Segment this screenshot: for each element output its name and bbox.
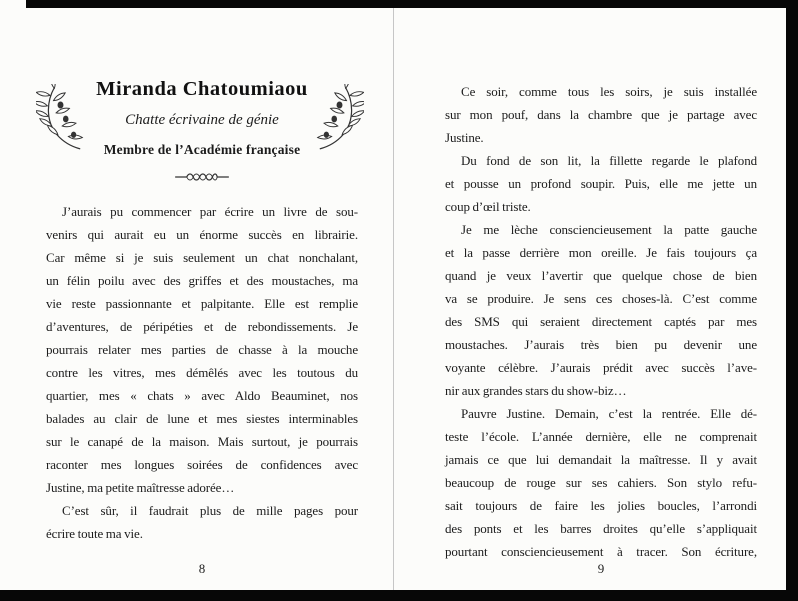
text-line: sur le canapé de la maison. Mais surtout, je pourrais xyxy=(46,434,358,449)
text-line: Justine, ma petite maîtresse adorée… xyxy=(46,480,235,495)
paragraph xyxy=(445,218,757,402)
text-line: jamais ce que lui demandait la maîtresse. Il y avait xyxy=(445,452,757,467)
chapter-affiliation: Membre de l’Académie française xyxy=(103,142,301,157)
page-number-left: 8 xyxy=(198,561,206,576)
text-line: teste l’école. L’année dernière, elle ne comprenait xyxy=(445,429,757,444)
text-line: voyante célèbre. J’aurais prédit avec succès l’ave- xyxy=(445,360,757,375)
text-line: quartier, mes « chats » avec Aldo Beauminet, nos xyxy=(46,388,358,403)
text-line: Pauvre Justine. Demain, c’est la rentrée. Elle dé- xyxy=(461,406,757,421)
text-line: contre les vitres, mes démêlés avec les toutous du xyxy=(46,365,358,380)
page-number-right: 9 xyxy=(597,561,605,576)
right-page-body-text xyxy=(445,80,757,563)
text-line: raconter mes longues soirées de confidences avec xyxy=(46,457,358,472)
text-line: J’aurais pu commencer par écrire un livre de sou- xyxy=(62,204,358,219)
text-line: quand je veux l’avertir que quelque chose de bien xyxy=(445,268,757,283)
text-line: d’aventures, de péripéties et de rebondissements. Je xyxy=(46,319,358,334)
text-line: pourtant consciencieusement à tracer. Son écriture, xyxy=(445,544,757,559)
paragraph xyxy=(445,402,757,563)
text-line: Car même si je suis seulement un chat nonchalant, xyxy=(46,250,358,265)
book-spread xyxy=(0,8,786,590)
text-line: Justine. xyxy=(445,130,484,145)
text-line: Ce soir, comme tous les soirs, je suis installée xyxy=(461,84,757,99)
page-edge-notch xyxy=(0,0,26,8)
text-line: venirs qui aurait eu un énorme succès en librairie. xyxy=(46,227,358,242)
text-line: et la passe derrière mon oreille. Je fais toujours ça xyxy=(445,245,757,260)
right-page xyxy=(393,8,786,590)
text-line: écrire toute ma vie. xyxy=(46,526,143,541)
text-line: sur mon pouf, dans la chambre que je partage avec xyxy=(445,107,757,122)
text-line: Du fond de son lit, la fillette regarde le plafond xyxy=(461,153,757,168)
text-line: C’est sûr, il faudrait plus de mille pages pour xyxy=(62,503,358,518)
text-line: nir aux grandes stars du show-biz… xyxy=(445,383,627,398)
text-line: des ponts et les barres droites qu’elle s’appliquait xyxy=(445,521,757,536)
right-text-column xyxy=(445,8,757,563)
paragraph xyxy=(46,499,358,545)
left-page-body-text xyxy=(46,200,358,545)
chapter-header xyxy=(46,8,358,158)
paragraph xyxy=(445,80,757,149)
text-line: va se produire. Je sens ces choses-là. C’est comme xyxy=(445,291,757,306)
left-text-column xyxy=(46,8,358,545)
left-page xyxy=(0,8,393,590)
text-line: beaucoup de rouge sur ses cahiers. Son stylo refu- xyxy=(445,475,757,490)
text-line: des SMS qui seraient directement captés par mes xyxy=(445,314,757,329)
text-line: Je me lèche consciencieusement la patte gauche xyxy=(461,222,757,237)
olive-branch-left-icon xyxy=(36,84,92,154)
text-line: un félin poilu avec des griffes et des moustaches, ma xyxy=(46,273,358,288)
text-line: moustaches. J’aurais très bien pu devenir une xyxy=(445,337,757,352)
paragraph xyxy=(46,200,358,499)
text-line: vie reste passionnante et palpitante. Elle est remplie xyxy=(46,296,358,311)
text-line: pourrais relater mes parties de chasse à la mouche xyxy=(46,342,358,357)
text-line: balades au clair de lune et mes siestes interminables xyxy=(46,411,358,426)
text-line: sait toujours de faire les jolies boucles, l’arrondi xyxy=(445,498,757,513)
olive-branch-right-icon xyxy=(308,84,364,154)
chapter-subtitle: Chatte écrivaine de génie xyxy=(125,112,279,128)
text-line: coup d’œil triste. xyxy=(445,199,531,214)
paragraph xyxy=(445,149,757,218)
chapter-title: Miranda Chatoumiaou xyxy=(96,78,308,100)
vine-flourish-divider-icon xyxy=(46,170,358,186)
text-line: et pousse un profond soupir. Puis, elle me jette un xyxy=(445,176,757,191)
